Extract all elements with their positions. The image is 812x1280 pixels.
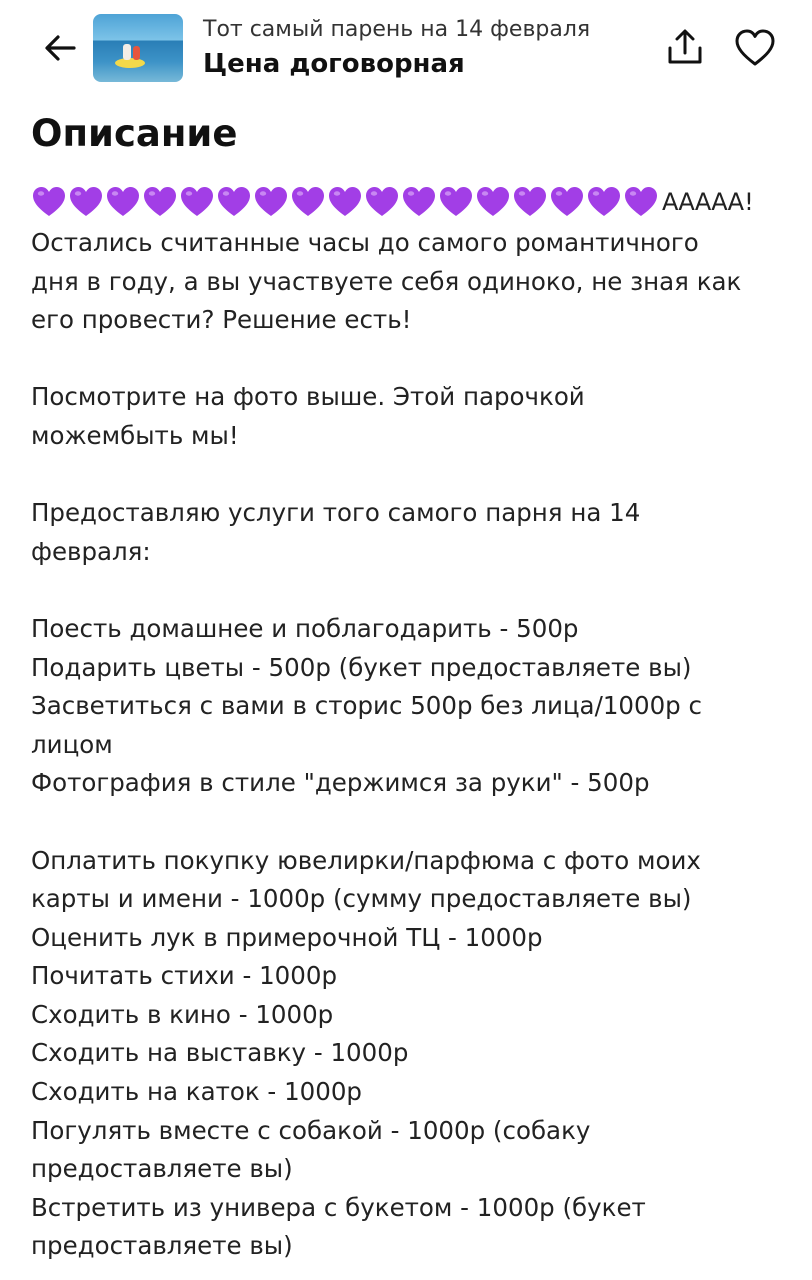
- purple-heart-icon: [253, 184, 289, 220]
- purple-heart-icon: [623, 184, 659, 220]
- back-button[interactable]: [40, 28, 80, 68]
- listing-title: Тот самый парень на 14 февраля: [203, 17, 591, 42]
- purple-heart-icon: [549, 184, 585, 220]
- purple-heart-icon: [216, 184, 252, 220]
- purple-heart-icon: [68, 184, 104, 220]
- hearts-suffix-text: ААААА!: [662, 188, 754, 216]
- top-bar: [0, 0, 812, 100]
- purple-heart-icon: [105, 184, 141, 220]
- thumbnail-boat: [115, 58, 145, 68]
- purple-heart-icon: [290, 184, 326, 220]
- purple-heart-icon: [179, 184, 215, 220]
- thumbnail-person: [133, 46, 140, 60]
- thumbnail-person: [123, 44, 131, 60]
- purple-heart-icon: [31, 184, 67, 220]
- arrow-left-icon: [40, 28, 80, 68]
- purple-heart-icon: [512, 184, 548, 220]
- purple-heart-icon: [475, 184, 511, 220]
- purple-heart-icon: [327, 184, 363, 220]
- listing-price: Цена договорная: [203, 49, 465, 79]
- purple-heart-icon: [438, 184, 474, 220]
- description-heading: Описание: [31, 112, 238, 155]
- purple-heart-icon: [401, 184, 437, 220]
- purple-heart-icon: [364, 184, 400, 220]
- listing-thumbnail[interactable]: [93, 14, 183, 82]
- hearts-emoji-line: [31, 181, 754, 223]
- share-icon: [664, 26, 706, 70]
- share-button[interactable]: [664, 26, 706, 70]
- purple-heart-icon: [142, 184, 178, 220]
- purple-heart-icon: [586, 184, 622, 220]
- heart-outline-icon: [732, 26, 778, 70]
- description-body: Остались считанные часы до самого романтичного дня в году, а вы участвуете себя одиноко, не зная как его провести? Решение есть! Посмотрите на фото выше. Этой парочкой можембыть мы! Предоставляю услуги того самого парня на 14 февраля: Поесть домашнее и поблагодарить - 500р Подарить цветы - 500р (букет предоставляете вы) Засветиться с вами в сторис 500р без лица/1000р с лицом Фотография в стиле "держимся за руки" - 500р Оплатить покупку ювелирки/парфюма с фото моих карты и имени - 1000р (сумму предоставляете вы) Оценить лук в примерочной ТЦ - 1000р Почитать стихи - 1000р Сходить в кино - 1000р Сходить на выставку - 1000р Сходить на каток - 1000р Погулять вместе с собакой - 1000р (собаку предоставляете вы) Встретить из универа с букетом - 1000р (букет предоставляете вы): [31, 228, 742, 1261]
- favorite-button[interactable]: [732, 26, 778, 70]
